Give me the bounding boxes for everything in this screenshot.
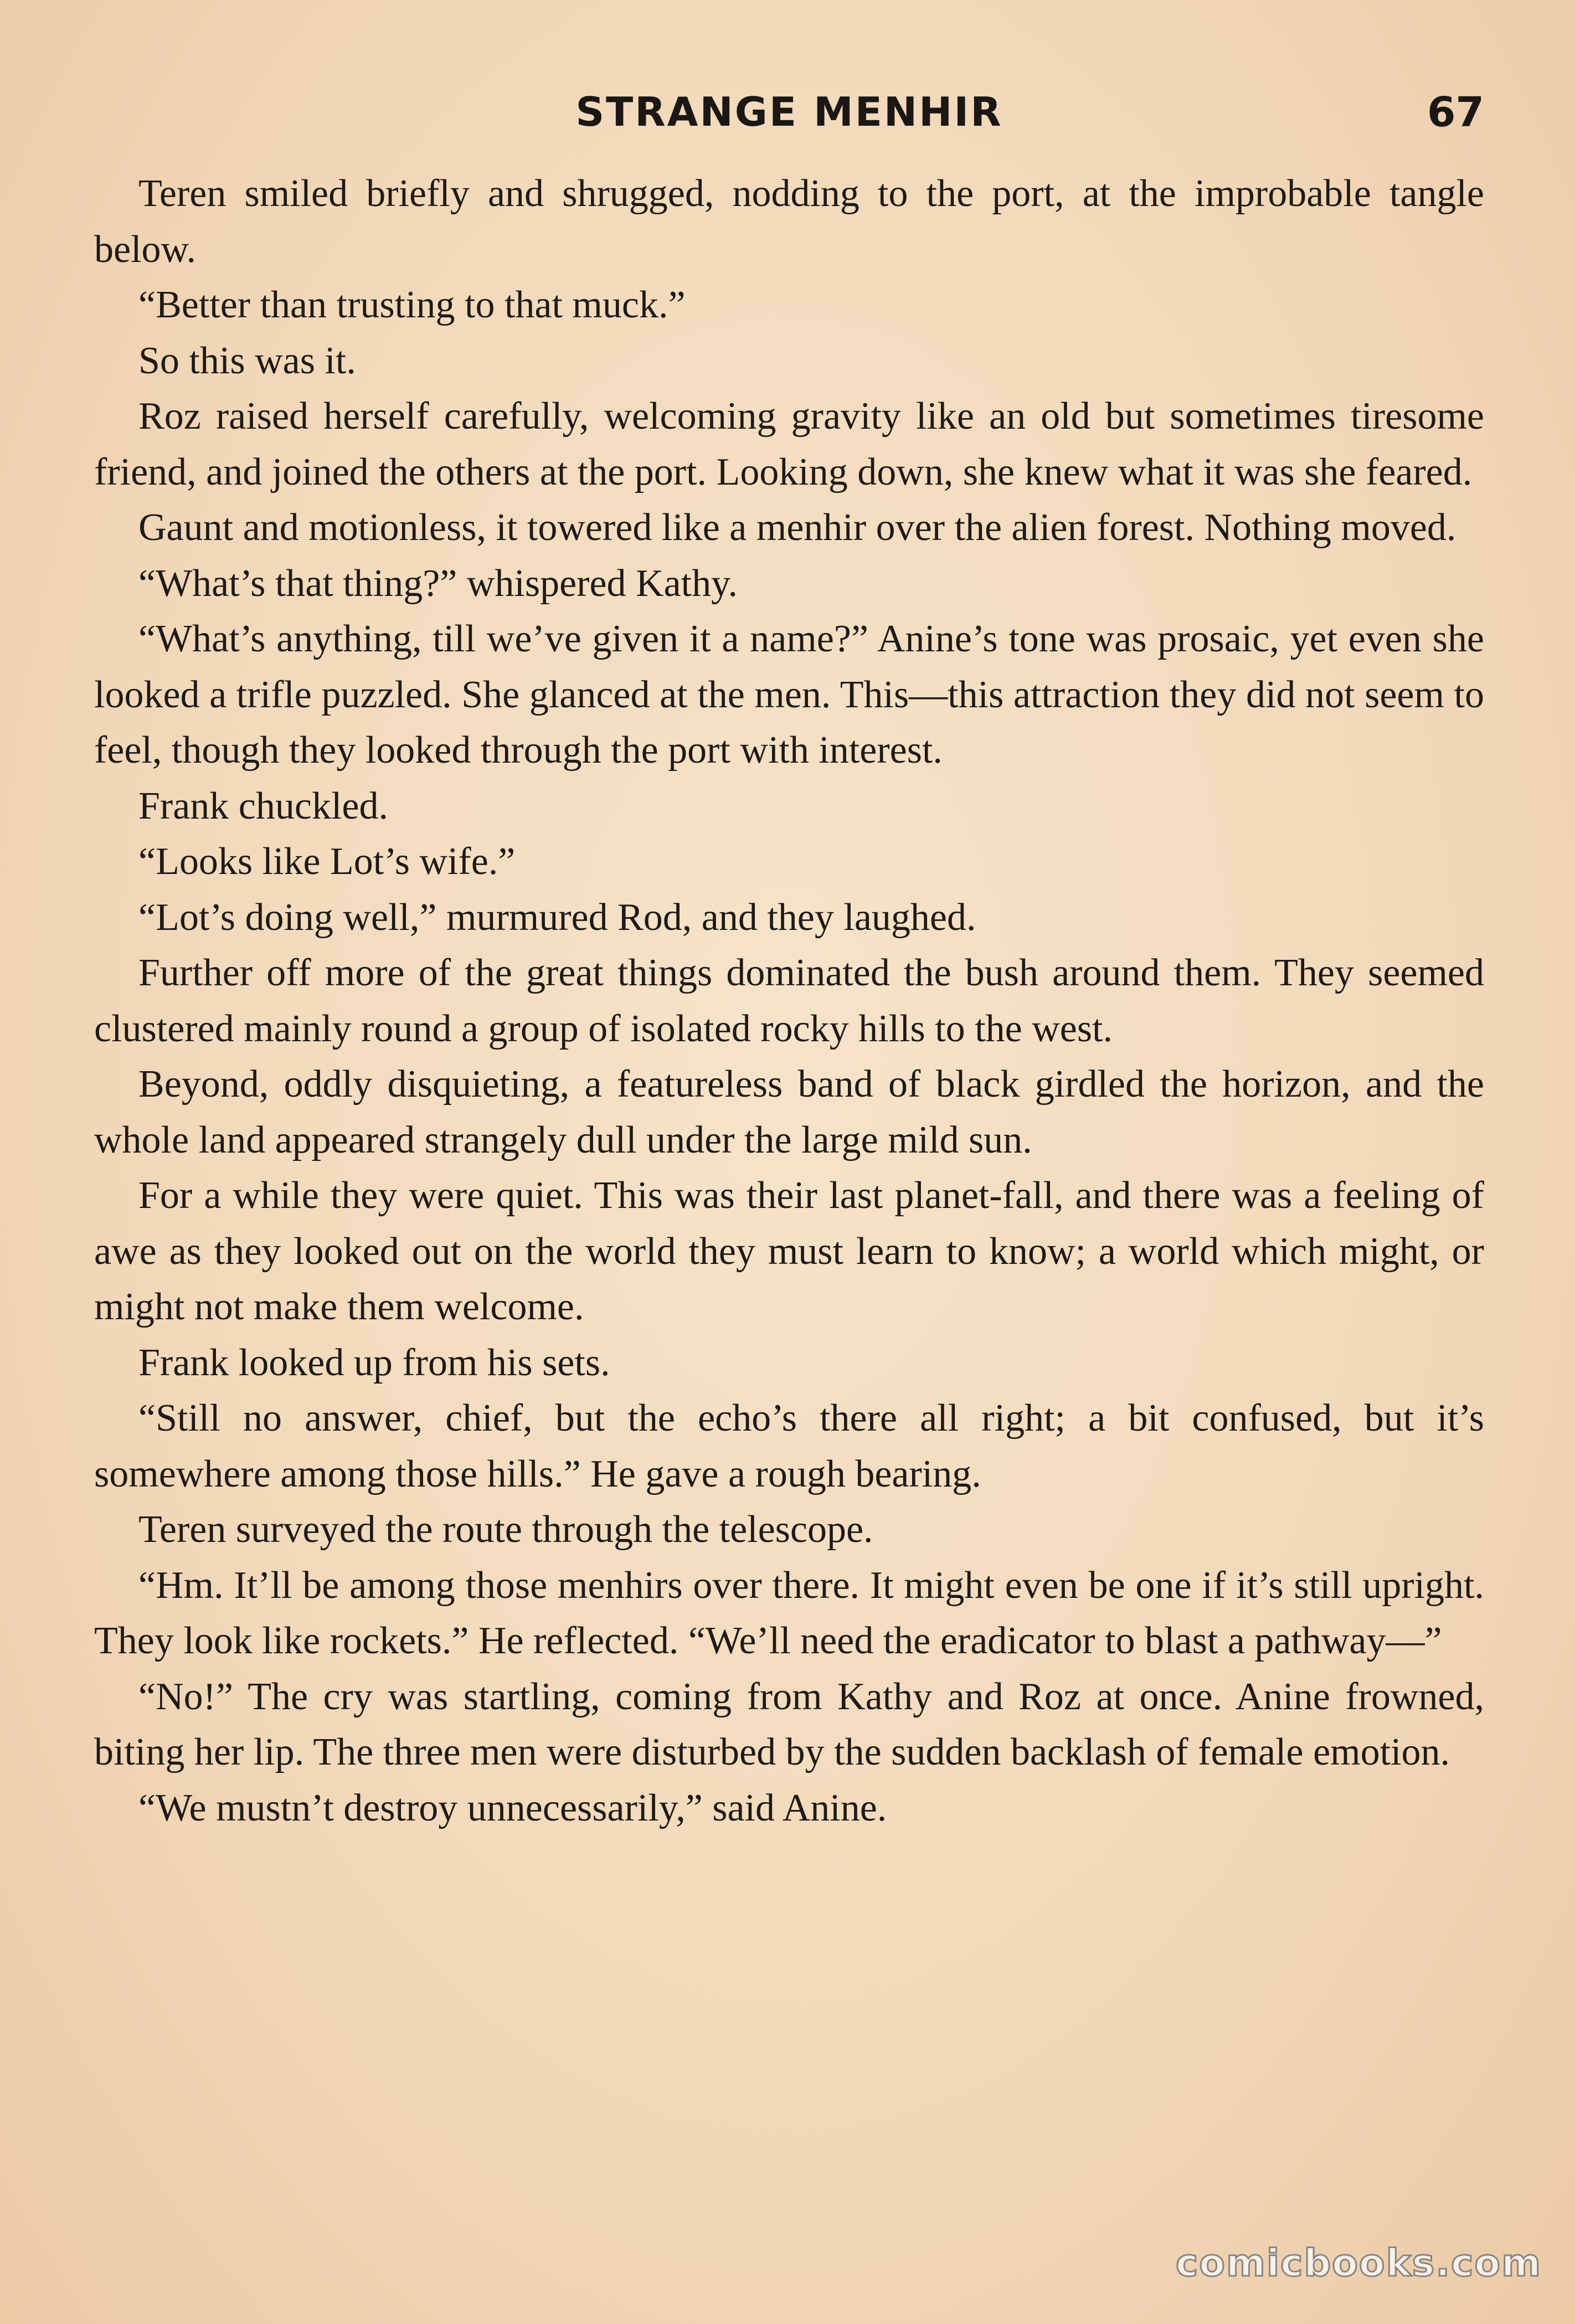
running-head [94, 89, 1484, 150]
site-watermark: comicbooks.com [1175, 2241, 1542, 2285]
paragraph: Teren smiled briefly and shrugged, nodding to the port, at the improbable tangle below. [94, 172, 1484, 271]
paragraph: “Lot’s doing well,” murmured Rod, and they laughed. [138, 896, 976, 939]
paragraph: Further off more of the great things dominated the bush around them. They seemed clustered mainly round a group of isolated rocky hills to the west. [94, 952, 1484, 1050]
page-number: 67 [1427, 89, 1484, 136]
paragraph: “Hm. It’ll be among those menhirs over there. It might even be one if it’s still upright. They look like rockets.” He reflected. “We’ll need the eradicator to blast a pathway—” [94, 1564, 1484, 1662]
paragraph: “Looks like Lot’s wife.” [138, 840, 516, 883]
paragraph: So this was it. [138, 339, 356, 382]
chapter-title: STRANGE MENHIR [575, 89, 1003, 135]
paragraph: Beyond, oddly disquieting, a featureless band of black girdled the horizon, and the whole land appeared strangely dull under the large mild sun. [94, 1063, 1484, 1161]
paragraph: For a while they were quiet. This was their last planet-fall, and there was a feeling of awe as they looked out on the world they must learn to know; a world which might, or might not make them welcome. [94, 1174, 1484, 1328]
paragraph: Frank chuckled. [138, 784, 388, 827]
body-text [94, 166, 1484, 2238]
paragraph: “What’s anything, till we’ve given it a name?” Anine’s tone was prosaic, yet even she looked a trifle puzzled. She glanced at the men. This—this attraction they did not seem to feel, though they looked through the port with interest. [94, 618, 1484, 772]
paragraph: “No!” The cry was startling, coming from Kathy and Roz at once. Anine frowned, biting her lip. The three men were disturbed by the sudden backlash of female emotion. [94, 1675, 1484, 1773]
paragraph: Gaunt and motionless, it towered like a menhir over the alien forest. Nothing moved. [138, 506, 1456, 549]
paragraph: “We mustn’t destroy unnecessarily,” said Anine. [138, 1786, 887, 1829]
paragraph: “Better than trusting to that muck.” [138, 284, 686, 326]
paragraph: “Still no answer, chief, but the echo’s there all right; a bit confused, but it’s somewhere among those hills.” He gave a rough bearing. [94, 1397, 1484, 1495]
paragraph: “What’s that thing?” whispered Kathy. [138, 562, 738, 605]
paragraph: Teren surveyed the route through the telescope. [138, 1508, 873, 1551]
paragraph: Frank looked up from his sets. [138, 1341, 610, 1384]
paragraph: Roz raised herself carefully, welcoming gravity like an old but sometimes tiresome friend, and joined the others at the port. Looking down, she knew what it was she feared. [94, 395, 1484, 493]
